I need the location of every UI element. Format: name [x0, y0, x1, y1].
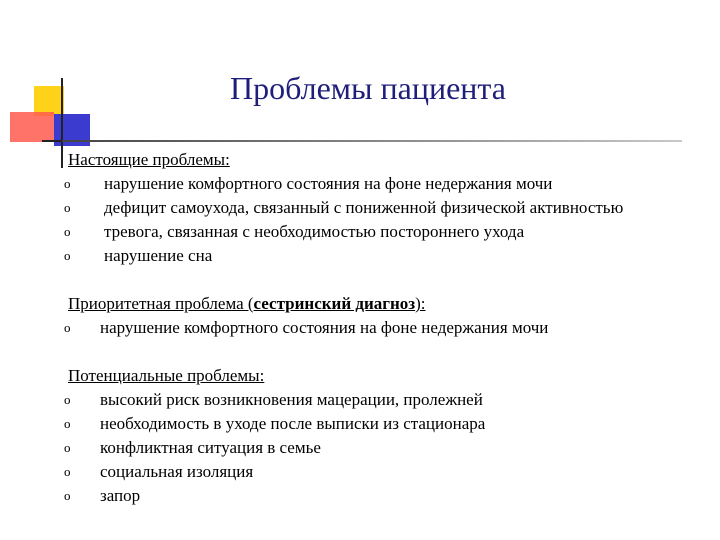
bullet-icon: o: [64, 488, 71, 503]
slide-title: Проблемы пациента: [230, 70, 506, 106]
list-item: [64, 412, 708, 436]
list-item: [64, 460, 708, 484]
list-item: [64, 388, 708, 412]
list-item-text: нарушение комфортного состояния на фоне недержания мочи: [104, 174, 553, 193]
list-item: [64, 220, 708, 244]
title-underline: [62, 140, 682, 142]
decor-vertical-line: [61, 78, 63, 168]
bullet-icon: o: [64, 200, 71, 215]
list-item-text: социальная изоляция: [100, 462, 254, 481]
bullet-icon: o: [64, 464, 71, 479]
bullet-icon: o: [64, 248, 71, 263]
priority-heading-prefix: Приоритетная проблема (: [68, 294, 254, 313]
list-item-text: высокий риск возникновения мацерации, пролежней: [100, 390, 483, 409]
nursing-diagnosis-label: сестринский диагноз: [253, 294, 416, 313]
bullet-icon: o: [64, 416, 71, 431]
list-item: [64, 436, 708, 460]
list-item-text: конфликтная ситуация в семье: [100, 438, 321, 457]
priority-heading-suffix: ):: [415, 294, 426, 313]
list-item-text: необходимость в уходе после выписки из стационара: [100, 414, 486, 433]
priority-problem-section: [64, 292, 708, 340]
current-problems-heading: Настоящие проблемы:: [68, 150, 230, 169]
list-item: [64, 244, 708, 268]
priority-problem-heading: [68, 292, 708, 316]
decor-red-square: [10, 112, 54, 142]
list-item: [64, 316, 708, 340]
bullet-icon: o: [64, 320, 71, 335]
list-item-text: дефицит самоухода, связанный с пониженной физической активностью: [104, 198, 624, 217]
list-item-text: нарушение комфортного состояния на фоне недержания мочи: [100, 318, 549, 337]
current-problems-section: [64, 148, 708, 268]
list-item-text: нарушение сна: [104, 246, 213, 265]
spacer: [68, 340, 708, 364]
list-item-text: запор: [100, 486, 141, 505]
bullet-icon: o: [64, 224, 71, 239]
spacer: [68, 268, 708, 292]
bullet-icon: o: [64, 176, 71, 191]
bullet-icon: o: [64, 392, 71, 407]
list-item-text: тревога, связанная с необходимостью постороннего ухода: [104, 222, 525, 241]
list-item: [64, 196, 708, 220]
slide-content: [64, 148, 708, 508]
list-item: [64, 484, 708, 508]
potential-problems-heading: Потенциальные проблемы:: [68, 366, 265, 385]
list-item: [64, 172, 708, 196]
potential-problems-section: [64, 364, 708, 508]
bullet-icon: o: [64, 440, 71, 455]
